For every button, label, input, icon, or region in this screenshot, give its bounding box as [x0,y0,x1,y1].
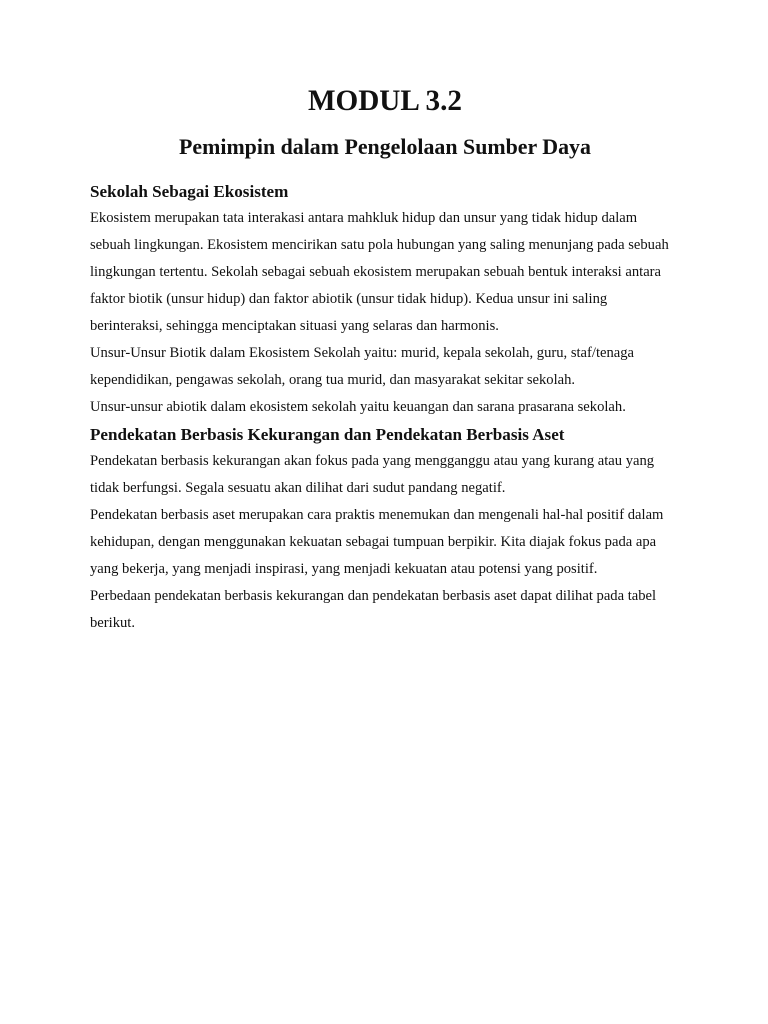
paragraph: Pendekatan berbasis kekurangan akan fokus pada yang mengganggu atau yang kurang atau yang tidak berfungsi. Segala sesuatu akan dilihat dari sudut pandang negatif. [90,453,655,496]
document-content [90,85,680,637]
paragraph: Ekosistem merupakan tata interakasi antara mahkluk hidup dan unsur yang tidak hidup dalam sebuah lingkungan. Ekosistem mencirikan satu pola hubungan yang saling menunjang pada sebuah lingkungan tertentu. Sekolah sebagai sebuah ekosistem merupakan sebuah bentuk interaksi antara faktor biotik (unsur hidup) dan faktor abiotik (unsur tidak hidup). Kedua unsur ini saling berinteraksi, sehingga menciptakan situasi yang selaras dan harmonis. [90,210,669,334]
paragraph: Pendekatan berbasis aset merupakan cara praktis menemukan dan mengenali hal-hal positif dalam kehidupan, dengan menggunakan kekuatan sebagai tumpuan berpikir. Kita diajak fokus pada apa yang bekerja, yang menjadi inspirasi, yang menjadi kekuatan atau potensi yang positif. [90,507,664,577]
document-subtitle: Pemimpin dalam Pengelolaan Sumber Daya [179,134,591,159]
section-sekolah-ekosistem [90,178,680,421]
section-heading: Sekolah Sebagai Ekosistem [90,182,289,201]
paragraph: Perbedaan pendekatan berbasis kekurangan dan pendekatan berbasis aset dapat dilihat pada tabel berikut. [90,588,657,631]
paragraph: Unsur-Unsur Biotik dalam Ekosistem Sekolah yaitu: murid, kepala sekolah, guru, staf/tenaga kependidikan, pengawas sekolah, orang tua murid, dan masyarakat sekitar sekolah. [90,345,635,388]
document-title: MODUL 3.2 [307,85,463,117]
section-pendekatan [90,421,680,637]
section-heading: Pendekatan Berbasis Kekurangan dan Pendekatan Berbasis Aset [90,425,565,444]
paragraph: Unsur-unsur abiotik dalam ekosistem sekolah yaitu keuangan dan sarana prasarana sekolah. [90,399,626,415]
